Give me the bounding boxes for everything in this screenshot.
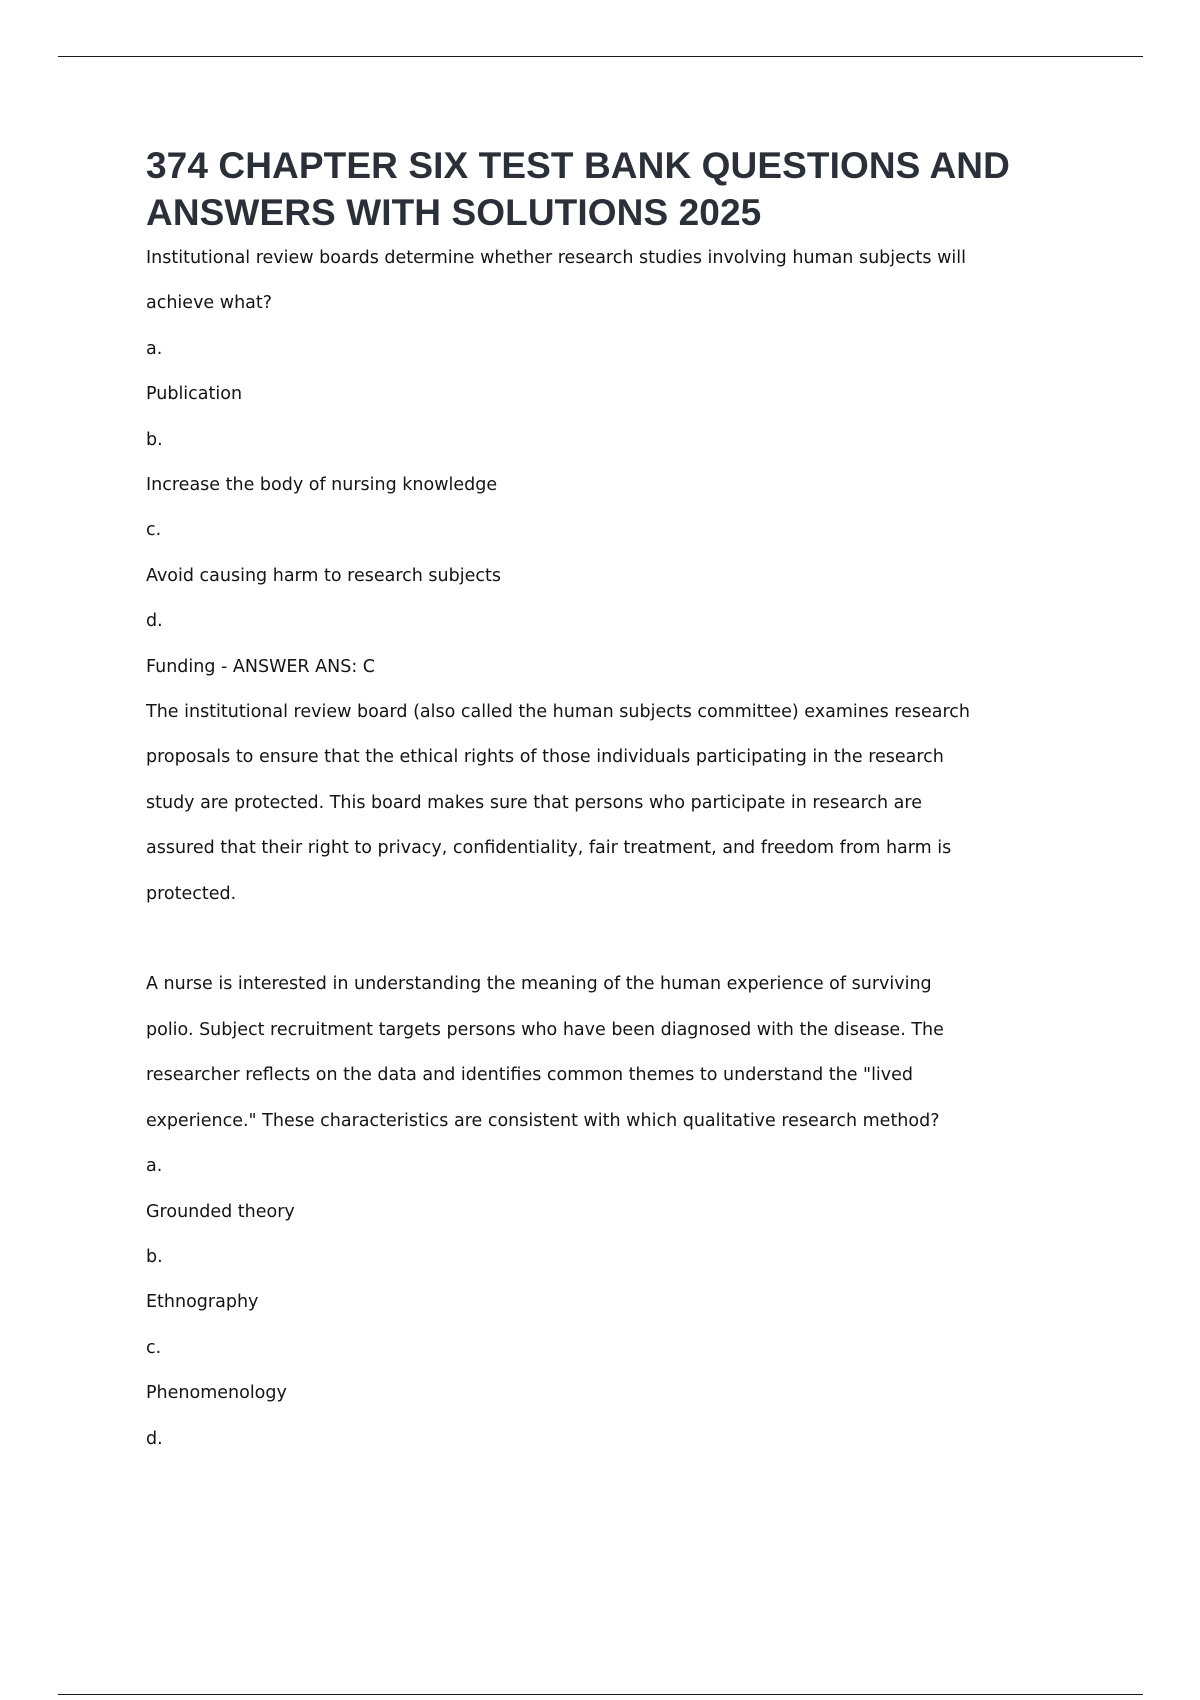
- question-1-rationale-line-5: protected.: [146, 883, 237, 904]
- question-2-option-a-letter: a.: [146, 1156, 163, 1177]
- question-1-rationale-line-3: study are protected. This board makes sure that persons who participate in research are: [146, 792, 922, 813]
- question-2-option-a-text: Grounded theory: [146, 1201, 295, 1222]
- question-1-stem-line-2: achieve what?: [146, 293, 273, 314]
- question-1-stem-line-1: Institutional review boards determine whether research studies involving human subjects will: [146, 248, 966, 268]
- question-2-option-c-letter: c.: [146, 1337, 162, 1358]
- question-1: [146, 236, 1106, 917]
- question-1-option-a-text: Publication: [146, 384, 243, 405]
- question-1-rationale-line-1: The institutional review board (also called the human subjects committee) examines research: [146, 702, 970, 723]
- question-2: [146, 962, 1106, 1461]
- question-2-option-c-text: Phenomenology: [146, 1383, 287, 1404]
- question-1-option-b-text: Increase the body of nursing knowledge: [146, 475, 498, 496]
- question-2-option-b-letter: b.: [146, 1246, 163, 1267]
- question-2-option-d-letter: d.: [146, 1428, 163, 1449]
- title-line-1: 374 CHAPTER SIX TEST BANK QUESTIONS AND: [146, 145, 1010, 186]
- question-1-option-c-text: Avoid causing harm to research subjects: [146, 565, 501, 586]
- document-page: [146, 142, 1106, 1462]
- document-title: [146, 142, 1106, 236]
- title-line-2: ANSWERS WITH SOLUTIONS 2025: [146, 192, 762, 233]
- paragraph-gap: [146, 917, 1106, 962]
- question-2-stem-line-1: A nurse is interested in understanding the meaning of the human experience of surviving: [146, 974, 932, 995]
- question-2-stem-line-2: polio. Subject recruitment targets persons who have been diagnosed with the disease. The: [146, 1019, 944, 1040]
- bottom-rule: [58, 1694, 1143, 1695]
- question-1-option-c-letter: c.: [146, 520, 162, 541]
- question-1-option-b-letter: b.: [146, 429, 163, 450]
- question-1-option-d-text-answer: Funding - ANSWER ANS: C: [146, 656, 376, 677]
- question-1-rationale-line-4: assured that their right to privacy, confidentiality, fair treatment, and freedom from harm is: [146, 838, 952, 859]
- question-2-option-b-text: Ethnography: [146, 1292, 259, 1313]
- question-1-rationale-line-2: proposals to ensure that the ethical rights of those individuals participating in the research: [146, 747, 944, 768]
- question-1-option-a-letter: a.: [146, 338, 163, 359]
- question-1-option-d-letter: d.: [146, 611, 163, 632]
- question-2-stem-line-4: experience." These characteristics are consistent with which qualitative research method?: [146, 1110, 940, 1131]
- top-rule: [58, 56, 1143, 57]
- question-2-stem-line-3: researcher reflects on the data and identifies common themes to understand the "lived: [146, 1065, 914, 1086]
